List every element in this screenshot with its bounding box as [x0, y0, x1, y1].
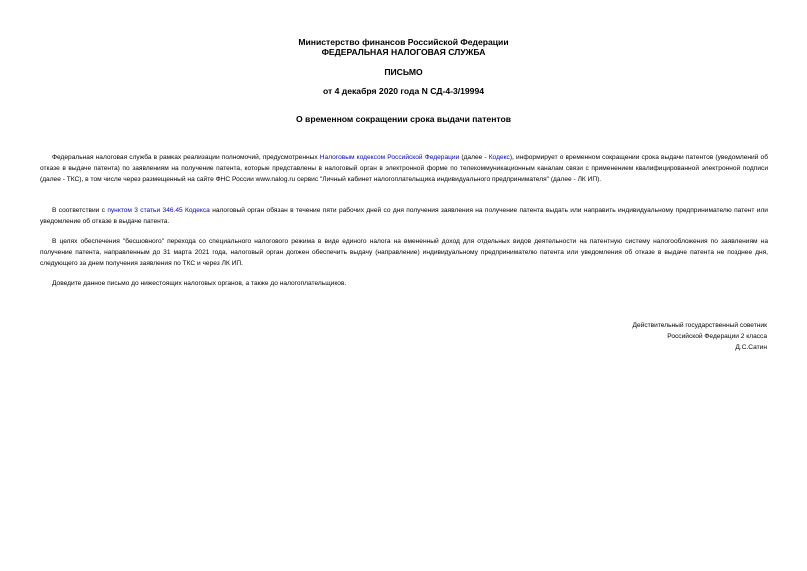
document-title: О временном сокращении срока выдачи патентов	[295, 114, 512, 124]
signature-name: Д.С.Сатин	[735, 344, 767, 351]
document-type: ПИСЬМО	[384, 67, 423, 77]
document-date-number: от 4 декабря 2020 года N СД-4-3/19994	[322, 86, 485, 96]
paragraph-2-text-c: налоговый орган обязан в течение пяти рабочих дней со дня получения заявления на получение патента выдать или направить индивидуальному предпринимателю патент или уведомление об отказе в выдаче патента.	[40, 207, 768, 225]
code-link[interactable]: Кодекс	[488, 154, 510, 161]
signature-position-line-2: Российской Федерации 2 класса	[667, 333, 767, 340]
ministry-name: Министерство финансов Российской Федерации	[298, 37, 509, 47]
paragraph-2-text-a: В соответствии с	[52, 207, 108, 214]
paragraph-1	[40, 152, 768, 185]
paragraph-2	[40, 205, 768, 227]
paragraph-1-text-b: (далее -	[459, 154, 489, 161]
tax-code-link[interactable]: Налоговым кодексом Российской Федерации	[319, 154, 460, 161]
service-name: ФЕДЕРАЛЬНАЯ НАЛОГОВАЯ СЛУЖБА	[321, 47, 486, 57]
paragraph-4: Доведите данное письмо до нижестоящих налоговых органов, а также до налогоплательщиков.	[52, 280, 347, 287]
paragraph-1-text-c: ), информирует о временном сокращении срока выдачи патентов (уведомлений об отказе в выдаче патента) по заявлениям на получение патента, которые представлены в налоговый орган в электронной форме по телекоммуникационным каналам связи с применением квалифицированной электронной подписи (далее - ТКС), в том числе через размещенный на сайте ФНС России www.nalog.ru сервис "Личный кабинет налогоплательщика индивидуального предпринимателя" (далее - ЛК ИП).	[40, 154, 768, 183]
code-link-2[interactable]: Кодекса	[185, 207, 210, 214]
paragraph-3: В целях обеспечения "бесшовного" перехода со специального налогового режима в виде единого налога на вмененный доход для отдельных видов деятельности на патентную систему налогообложения по заявлениям на получение патента, направленным до 31 марта 2021 года, налоговый орган должен обеспечить выдачу (направление) индивидуальному предпринимателю патента или уведомления об отказе в выдаче патента не позднее дня, следующего за днем получения заявления по ТКС и через ЛК ИП.	[40, 238, 768, 267]
article-link[interactable]: пунктом 3 статьи 346.45	[107, 207, 183, 214]
paragraph-1-text-a: Федеральная налоговая служба в рамках реализации полномочий, предусмотренных	[52, 154, 320, 161]
signature-position-line-1: Действительный государственный советник	[632, 322, 767, 329]
